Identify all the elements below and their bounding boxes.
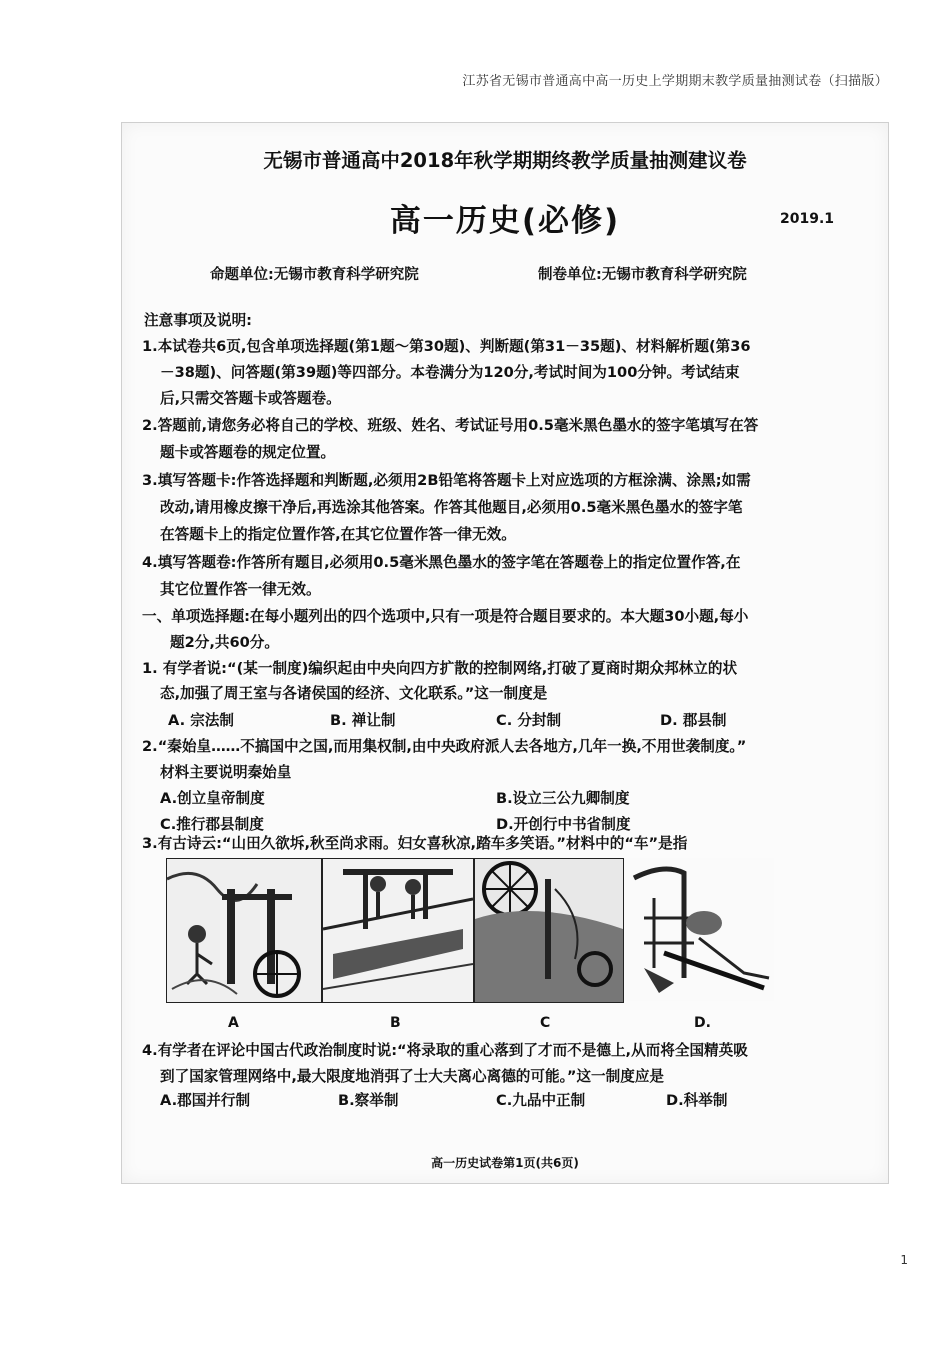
- subject-title: 高一历史(必修): [389, 203, 621, 239]
- scanned-exam-page: [121, 122, 889, 1184]
- question-2-stem-cont: 材料主要说明秦始皇: [160, 764, 292, 781]
- q4-option-d: D.科举制: [666, 1092, 728, 1109]
- q1-option-b: B. 禅让制: [330, 712, 396, 729]
- notes-line: 在答题卡上的指定位置作答,在其它位置作答一律无效。: [160, 526, 516, 543]
- notes-title: 注意事项及说明:: [144, 312, 252, 329]
- notes-line: 1.本试卷共6页,包含单项选择题(第1题～第30题)、判断题(第31－35题)、材料解析题(第36: [142, 338, 751, 355]
- q1-option-d: D. 郡县制: [660, 712, 727, 729]
- notes-line: 其它位置作答一律无效。: [160, 581, 321, 598]
- notes-line: 后,只需交答题卡或答题卷。: [160, 390, 341, 407]
- notes-line: 题卡或答题卷的规定位置。: [160, 444, 336, 461]
- document-header: 江苏省无锡市普通高中高一历史上学期期末教学质量抽测试卷（扫描版）: [462, 74, 888, 89]
- exam-date: 2019.1: [780, 211, 835, 227]
- q4-option-a: A.郡国并行制: [160, 1092, 251, 1109]
- figure-b-label: B: [390, 1015, 401, 1031]
- q1-option-c: C. 分封制: [496, 712, 562, 729]
- q2-option-c: C.推行郡县制度: [160, 816, 264, 833]
- question-3-stem: 3.有古诗云:“山田久欲坼,秋至尚求雨。妇女喜秋凉,踏车多笑语。”材料中的“车”是指: [142, 835, 688, 852]
- section-heading: 一、单项选择题:在每小题列出的四个选项中,只有一项是符合题目要求的。本大题30小题,每小: [142, 608, 749, 625]
- figure-d-plough: [624, 858, 774, 1001]
- q2-option-a: A.创立皇帝制度: [160, 790, 265, 807]
- notes-line: 3.填写答题卡:作答选择题和判断题,必须用2B铅笔将答题卡上对应选项的方框涂满、涂黑;如需: [142, 472, 751, 489]
- question-4-stem: 4.有学者在评论中国古代政治制度时说:“将录取的重心落到了才而不是德上,从而将全国精英吸: [142, 1042, 748, 1059]
- notes-line: 改动,请用橡皮擦干净后,再选涂其他答案。作答其他题目,必须用0.5毫米黑色墨水的签字笔: [160, 499, 743, 516]
- question-2-stem: 2.“秦始皇……不搞国中之国,而用集权制,由中央政府派人去各地方,几年一换,不用世袭制度。”: [142, 738, 747, 755]
- q2-option-b: B.设立三公九卿制度: [496, 790, 630, 807]
- figure-a-treadle-waterwheel: [166, 858, 322, 1003]
- notes-line: 4.填写答题卷:作答所有题目,必须用0.5毫米黑色墨水的签字笔在答题卷上的指定位置作答,在: [142, 554, 741, 571]
- q1-option-a: A. 宗法制: [168, 712, 234, 729]
- figure-a-label: A: [228, 1015, 239, 1031]
- q4-option-c: C.九品中正制: [496, 1092, 586, 1109]
- page-number: 1: [900, 1253, 908, 1267]
- notes-line: －38题)、问答题(第39题)等四部分。本卷满分为120分,考试时间为100分钟。考试结束: [160, 364, 740, 381]
- q4-option-b: B.察举制: [338, 1092, 399, 1109]
- figure-c-label: C: [540, 1015, 551, 1031]
- page-footer: 高一历史试卷第1页(共6页): [431, 1156, 579, 1170]
- section-heading-cont: 题2分,共60分。: [170, 634, 279, 651]
- figure-b-dragon-bone-pump: [322, 858, 474, 1003]
- notes-line: 2.答题前,请您务必将自己的学校、班级、姓名、考试证号用0.5毫米黑色墨水的签字笔填写在答: [142, 417, 759, 434]
- question-1-stem: 1. 有学者说:“(某一制度)编织起由中央向四方扩散的控制网络,打破了夏商时期众邦林立的状: [142, 660, 738, 677]
- author-unit: 命题单位:无锡市教育科学研究院: [210, 267, 419, 283]
- figure-d-label: D.: [694, 1015, 711, 1031]
- q2-option-d: D.开创行中书省制度: [496, 816, 631, 833]
- print-unit: 制卷单位:无锡市教育科学研究院: [538, 267, 747, 283]
- question-1-stem-cont: 态,加强了周王室与各诸侯国的经济、文化联系。”这一制度是: [160, 685, 548, 702]
- exam-heading: 无锡市普通高中2018年秋学期期终教学质量抽测建议卷: [263, 149, 747, 172]
- question-4-stem-cont: 到了国家管理网络中,最大限度地消弭了士大夫离心离德的可能。”这一制度应是: [160, 1068, 665, 1085]
- figure-c-water-wheel: [474, 858, 624, 1003]
